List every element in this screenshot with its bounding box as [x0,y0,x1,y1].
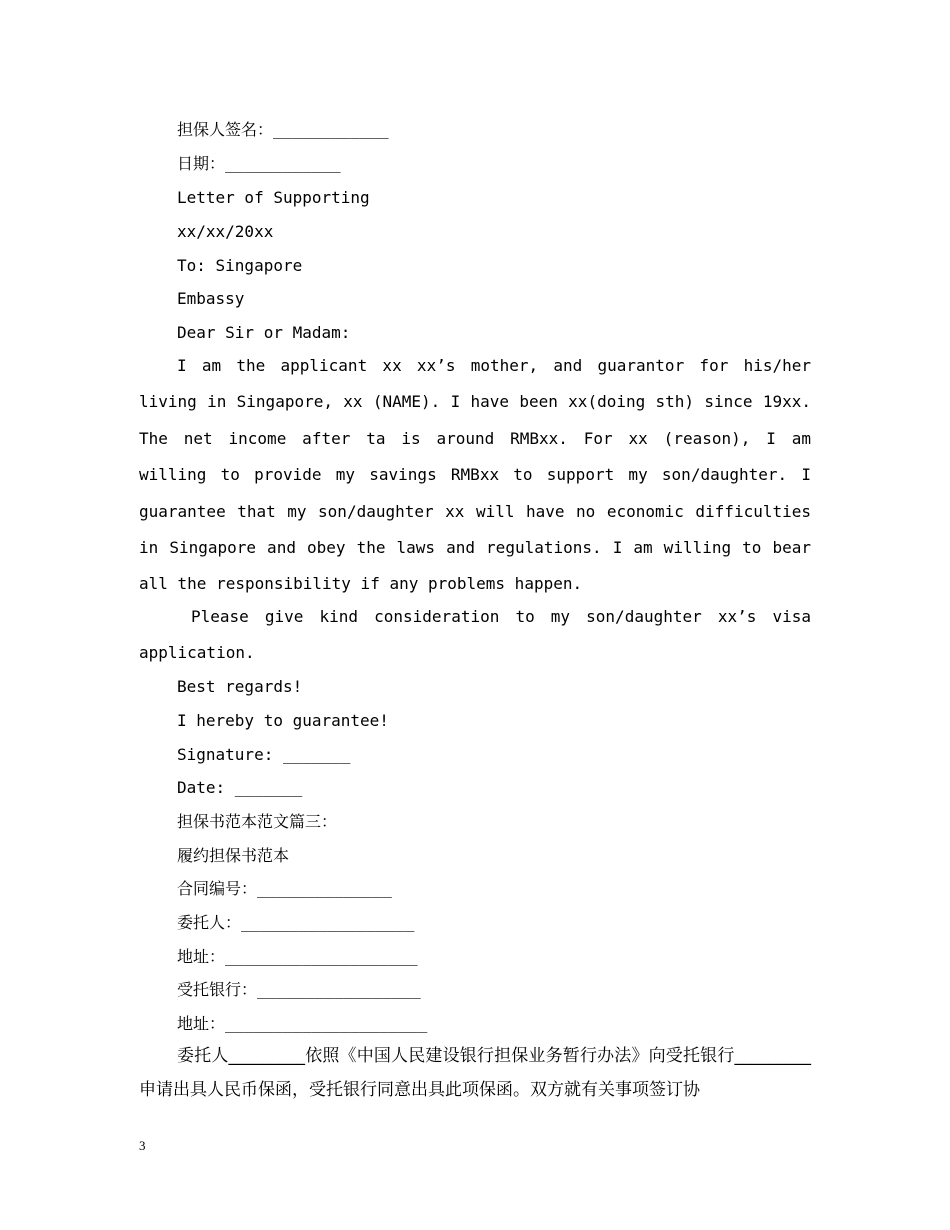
agreement-paragraph: 委托人_________依照《中国人民建设银行担保业务暂行办法》向受托银行_________申请出具人民币保函，受托银行同意出具此项保函。双方就有关事项签订协 [139,1046,811,1100]
guarantee-statement: I hereby to guarantee! [177,711,389,730]
document-title: 履约担保书范本 [177,846,290,865]
letter-date: xx/xx/20xx [177,222,274,241]
guarantor-signature-line: 担保人签名：____________ [177,120,389,139]
page-number: 3 [139,1138,146,1153]
recipient-line: To: Singapore [177,256,303,275]
section-heading: 担保书范本范文篇三： [177,812,338,831]
signature-line: Signature: _______ [177,745,351,764]
principal-address-line: 地址：____________________ [177,947,418,966]
body-paragraph: I am the applicant xx xx’s mother, and guarantor for his/her living in Singapore, xx (NAME). I have been xx(doing sth) since 19xx. The net income after ta is around RMBxx. For xx (reason), I am willing to provide my savings RMBxx to support my son/daughter. I guarantee that my son/daughter xx will have no economic difficulties in Singapore and obey the laws and regulations. I am willing to bear all the responsibility if any problems happen. [139,356,811,594]
salutation: Dear Sir or Madam: [177,323,351,342]
consideration-paragraph: Please give kind consideration to my son/daughter xx’s visa application. [139,607,811,663]
trustee-address-line: 地址：_____________________ [177,1014,428,1033]
letter-title: Letter of Supporting [177,188,370,207]
contract-number-line: 合同编号：______________ [177,879,392,898]
recipient-line-2: Embassy [177,289,245,308]
principal-line: 委托人：__________________ [177,913,415,932]
closing-regards: Best regards! [177,677,303,696]
signature-date-line: Date: _______ [177,778,303,797]
trustee-bank-line: 受托银行：_________________ [177,980,421,999]
date-line: 日期：____________ [177,154,341,173]
